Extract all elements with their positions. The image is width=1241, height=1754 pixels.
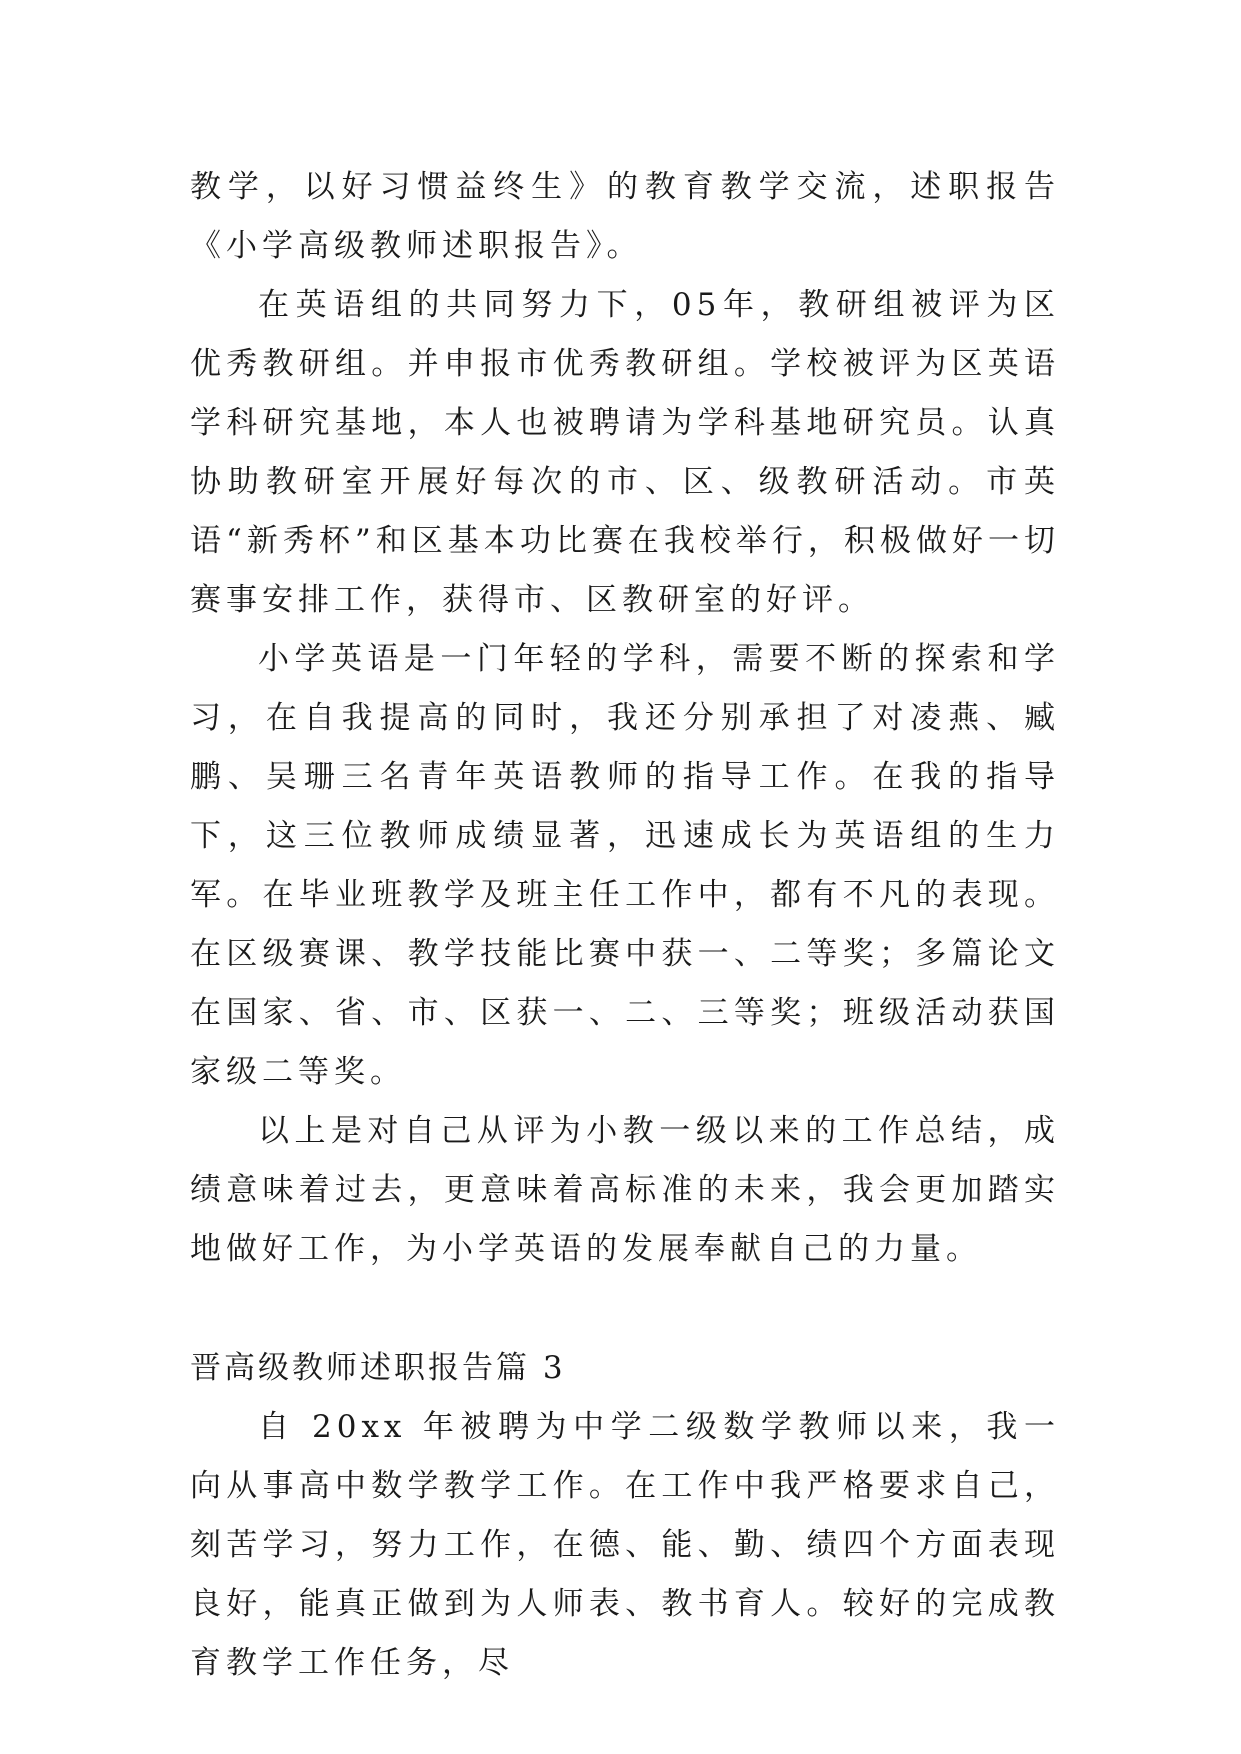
paragraph: 自 20xx 年被聘为中学二级数学教师以来，我一向从事高中数学教学工作。在工作中我严格要求自己，刻苦学习，努力工作，在德、能、勤、绩四个方面表现良好，能真正做到为人师表、教书育人。较好的完成教育教学工作任务，尽 [190,1409,1060,1681]
paragraph: 以上是对自己从评为小教一级以来的工作总结，成绩意味着过去，更意味着高标准的未来，我会更加踏实地做好工作，为小学英语的发展奉献自己的力量。 [190,1113,1060,1267]
paragraph: 小学英语是一门年轻的学科，需要不断的探索和学习，在自我提高的同时，我还分别承担了对凌燕、臧鹏、吴珊三名青年英语教师的指导工作。在我的指导下，这三位教师成绩显著，迅速成长为英语组的生力军。在毕业班教学及班主任工作中，都有不凡的表现。在区级赛课、教学技能比赛中获一、二等奖；多篇论文在国家、省、市、区获一、二、三等奖；班级活动获国家级二等奖。 [190,641,1060,1090]
section-heading: 晋高级教师述职报告篇 3 [190,1350,566,1386]
paragraph: 在英语组的共同努力下，05年，教研组被评为区优秀教研组。并申报市优秀教研组。学校被评为区英语学科研究基地，本人也被聘请为学科基地研究员。认真协助教研室开展好每次的市、区、级教研活动。市英语“新秀杯”和区基本功比赛在我校举行，积极做好一切赛事安排工作，获得市、区教研室的好评。 [190,287,1060,618]
document-body [190,158,1060,1693]
paragraph: 教学，以好习惯益终生》的教育教学交流，述职报告《小学高级教师述职报告》。 [190,169,1060,264]
